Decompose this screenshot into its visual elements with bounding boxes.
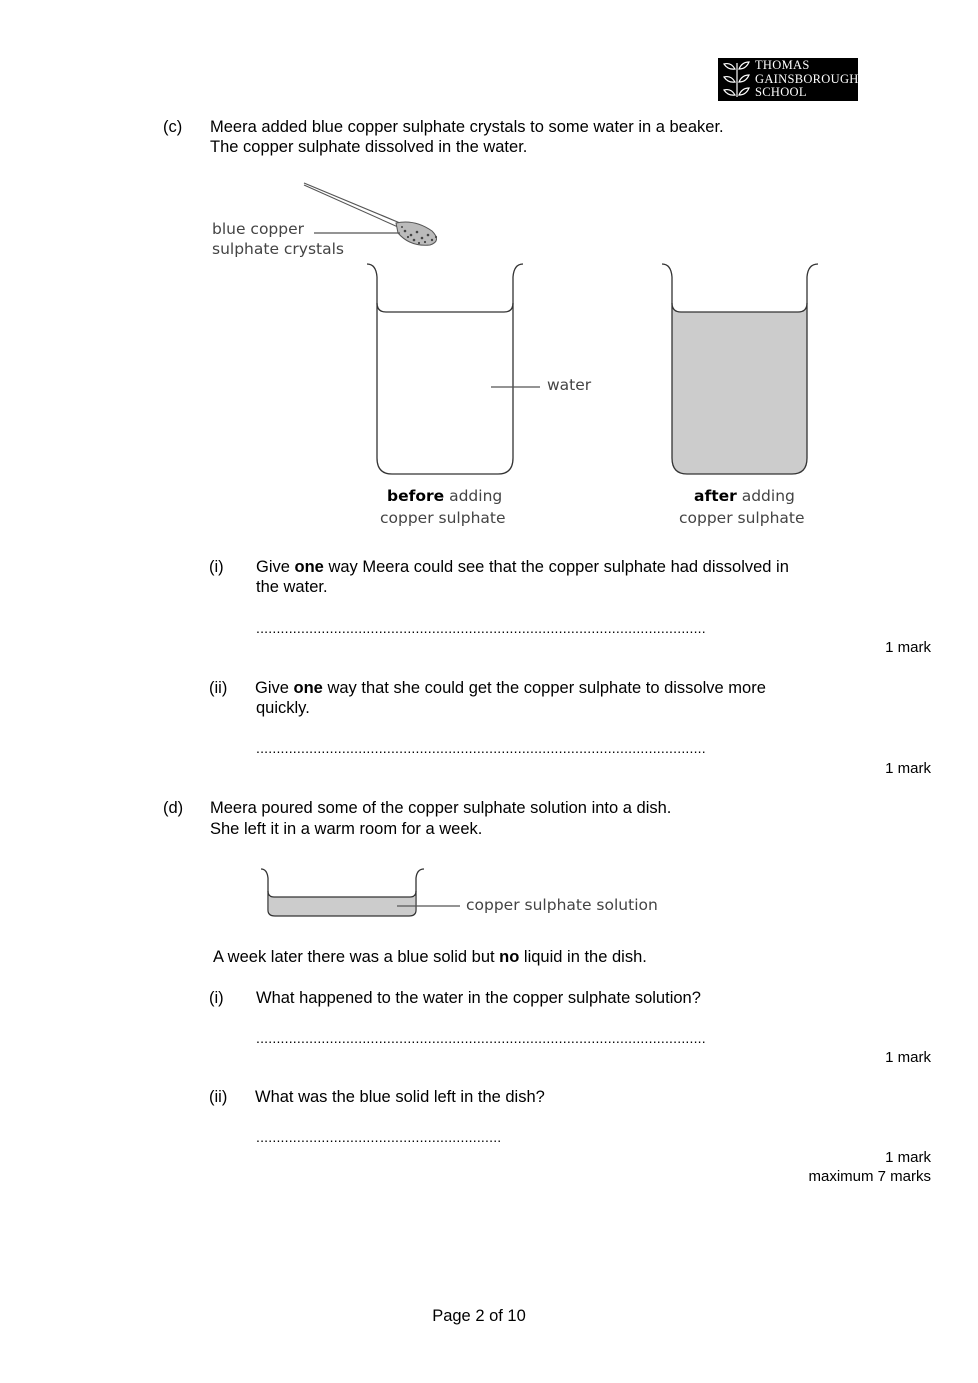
logo-line-2: GAINSBOROUGH <box>755 71 859 86</box>
week-bold: no <box>499 948 520 966</box>
c-ii-pre: Give <box>255 679 294 697</box>
d-i-answer-line[interactable]: .............................................................................................................. <box>256 1030 706 1046</box>
before-bold: before <box>387 487 445 505</box>
before-caption-line-2: copper sulphate <box>380 509 506 527</box>
c-i-question-line-2: the water. <box>256 578 328 596</box>
before-rest: adding <box>449 487 503 505</box>
part-c-label: (c) <box>163 118 183 136</box>
c-ii-question-line-2: quickly. <box>256 699 310 717</box>
logo-line-3: SCHOOL <box>755 85 807 99</box>
c-ii-post: way that she could get the copper sulphate to dissolve more <box>322 679 766 697</box>
c-i-number: (i) <box>209 558 224 576</box>
d-ii-number: (ii) <box>209 1088 228 1106</box>
c-i-bold: one <box>294 558 324 576</box>
page-number: Page 2 of 10 <box>432 1307 526 1325</box>
d-ii-answer-line[interactable]: ............................................................ <box>256 1129 502 1145</box>
part-d-label: (d) <box>163 799 184 817</box>
logo-line-1: THOMAS <box>755 58 810 72</box>
c-ii-answer-line[interactable]: .............................................................................................................. <box>256 740 706 756</box>
d-ii-question: What was the blue solid left in the dish? <box>255 1088 545 1106</box>
crystals-label-1: blue copper <box>212 220 305 238</box>
beaker-after <box>662 264 818 474</box>
maximum-marks: maximum 7 marks <box>808 1168 931 1185</box>
c-i-post: way Meera could see that the copper sulphate had dissolved in <box>323 558 789 576</box>
beaker-before <box>367 264 523 474</box>
logo-text <box>755 59 859 100</box>
d-i-number: (i) <box>209 989 224 1007</box>
c-i-answer-line[interactable]: .............................................................................................................. <box>256 620 706 636</box>
solution-label: copper sulphate solution <box>466 896 658 914</box>
c-i-pre: Give <box>256 558 295 576</box>
c-ii-mark: 1 mark <box>885 760 931 777</box>
water-label: water <box>547 376 592 394</box>
part-d-line-2: She left it in a warm room for a week. <box>210 820 483 838</box>
c-i-question <box>256 557 789 577</box>
part-c-line-2: The copper sulphate dissolved in the water. <box>210 138 528 156</box>
week-pre: A week later there was a blue solid but <box>213 948 500 966</box>
after-rest: adding <box>741 487 795 505</box>
part-d-line-1: Meera poured some of the copper sulphate solution into a dish. <box>210 799 672 817</box>
c-i-mark: 1 mark <box>885 639 931 656</box>
d-ii-mark: 1 mark <box>885 1149 931 1166</box>
d-i-mark: 1 mark <box>885 1049 931 1066</box>
crystals-label-2: sulphate crystals <box>212 240 345 258</box>
week-post: liquid in the dish. <box>519 948 647 966</box>
c-ii-bold: one <box>293 679 323 697</box>
after-bold: after <box>694 487 737 505</box>
spatula-icon <box>304 183 437 245</box>
c-ii-question <box>255 678 766 698</box>
leaf-emblem-icon <box>721 60 753 99</box>
week-later-text <box>213 947 647 967</box>
dish-diagram <box>255 862 475 924</box>
part-c-line-1: Meera added blue copper sulphate crystals to some water in a beaker. <box>210 118 724 136</box>
c-ii-number: (ii) <box>209 679 228 697</box>
school-logo <box>718 58 858 101</box>
after-caption-line-1 <box>694 487 795 505</box>
before-caption-line-1 <box>387 487 502 505</box>
d-i-question: What happened to the water in the copper sulphate solution? <box>256 989 701 1007</box>
after-caption-line-2: copper sulphate <box>679 509 805 527</box>
